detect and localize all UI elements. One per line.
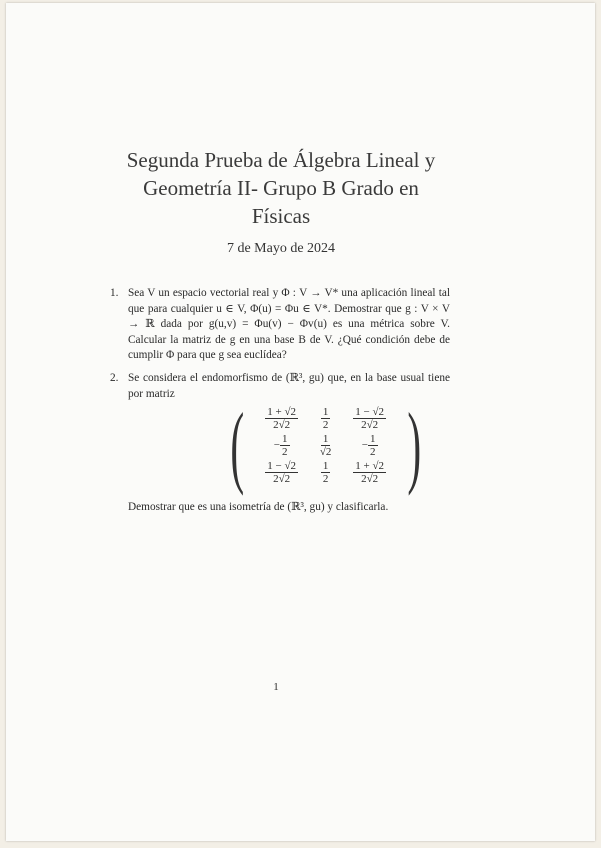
fraction xyxy=(265,406,298,431)
problem-2 xyxy=(110,371,450,402)
fraction xyxy=(368,433,378,458)
numerator: 1 + √2 xyxy=(267,405,297,418)
fraction xyxy=(265,460,298,485)
denominator: 2√2 xyxy=(361,472,379,485)
denominator: 2 xyxy=(322,418,329,431)
matrix xyxy=(222,394,429,496)
matrix-entry xyxy=(253,433,311,458)
right-parenthesis: ) xyxy=(407,394,421,496)
matrix-grid xyxy=(253,401,399,489)
denominator: 2√2 xyxy=(273,418,291,431)
title-line-1: Segunda Prueba de Álgebra Lineal y xyxy=(126,148,436,172)
problem-number: 1. xyxy=(110,287,119,299)
numerator: 1 xyxy=(282,432,288,445)
numerator: 1 − √2 xyxy=(267,459,297,472)
problem-1 xyxy=(110,286,450,364)
fraction xyxy=(353,460,386,485)
problem-list xyxy=(110,286,450,409)
numerator: 1 + √2 xyxy=(355,459,385,472)
numerator: 1 xyxy=(322,459,329,472)
page-number: 1 xyxy=(273,681,279,693)
problem-2-conclusion: Demostrar que es una isometría de (ℝ³, gu) y clasificarla. xyxy=(128,501,389,513)
numerator: 1 xyxy=(322,405,329,418)
entry-sign: − xyxy=(273,439,280,451)
matrix-entry xyxy=(341,433,399,458)
exam-date: 7 de Mayo de 2024 xyxy=(226,241,336,256)
matrix-entry xyxy=(311,460,341,485)
matrix-entry xyxy=(341,406,399,431)
title-line-2: Geometría II- Grupo B Grado en Físicas xyxy=(143,176,419,228)
fraction xyxy=(321,406,331,431)
matrix-entry xyxy=(253,406,311,431)
numerator: 1 − √2 xyxy=(355,405,385,418)
matrix-entry xyxy=(253,460,311,485)
denominator: 2 xyxy=(282,445,288,458)
matrix-entry xyxy=(311,433,341,458)
left-parenthesis: ( xyxy=(230,394,245,496)
paper-sheet xyxy=(6,3,595,841)
fraction xyxy=(280,433,290,458)
fraction xyxy=(318,433,334,458)
matrix-entry xyxy=(311,406,341,431)
fraction xyxy=(321,460,331,485)
denominator: 2 xyxy=(370,445,376,458)
problem-number: 2. xyxy=(110,371,119,384)
numerator: 1 xyxy=(322,432,329,445)
denominator: √2 xyxy=(319,445,332,458)
problem-text: Se considera el endomorfismo de (ℝ³, gu) que, en la base usual tiene por matriz xyxy=(128,371,450,400)
document-title xyxy=(116,146,446,230)
denominator: 2√2 xyxy=(361,418,379,431)
denominator: 2√2 xyxy=(273,472,291,485)
entry-sign: − xyxy=(361,439,368,451)
denominator: 2 xyxy=(322,472,329,485)
matrix-entry xyxy=(341,460,399,485)
fraction xyxy=(353,406,386,431)
problem-text: Sea V un espacio vectorial real y Φ : V → V* una aplicación lineal tal que para cualquier u ∈ V, Φ(u) = Φu ∈ V*. Demostrar que g : V × V → ℝ dada por g(u,v) = Φu(v) − Φv(u) es una métrica sobre V. Calcular la matriz de g en una base B de V. ¿Qué condición debe de cumplir Φ para que g sea euclídea? xyxy=(128,287,450,362)
numerator: 1 xyxy=(370,432,376,445)
